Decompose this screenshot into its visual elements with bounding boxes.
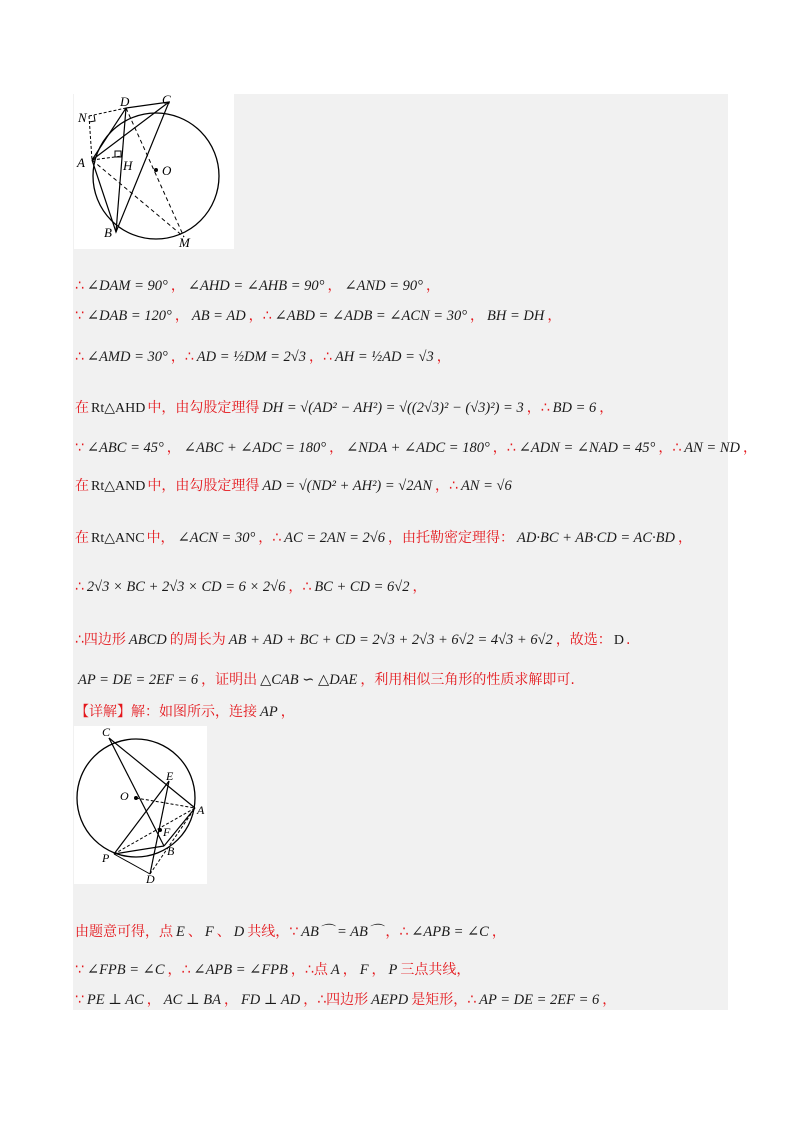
- solution-text: ，: [436, 349, 451, 365]
- solution-text: .: [625, 632, 631, 648]
- solution-text: ，由托勒密定理得：: [388, 530, 515, 546]
- math-expression: AC ⊥ BA: [163, 992, 221, 1008]
- solution-text: 在: [75, 530, 89, 546]
- label-c: C: [162, 94, 171, 107]
- math-expression: ∠APB = ∠FPB: [193, 962, 288, 978]
- solution-text: ，: [166, 440, 181, 456]
- solution-text: ，: [329, 440, 344, 456]
- math-expression: AB = AD: [191, 308, 246, 324]
- solution-text: ，: [602, 992, 617, 1008]
- solution-text: 中，由勾股定理得: [147, 478, 260, 494]
- label-c-2: C: [102, 726, 111, 739]
- math-expression: AEPD: [371, 992, 409, 1008]
- solution-text: ，证明出: [201, 672, 258, 688]
- solution-line-3: [75, 347, 451, 367]
- solution-text: ，: [425, 278, 440, 294]
- solution-line-8: [75, 577, 427, 597]
- solution-line-10: [75, 670, 575, 690]
- math-expression: F: [359, 962, 369, 978]
- math-expression: D: [613, 633, 624, 648]
- math-expression: P: [388, 962, 398, 978]
- solution-text: ∵: [75, 992, 84, 1008]
- solution-text: ∴: [75, 579, 84, 595]
- solution-line-6: [75, 476, 515, 497]
- math-expression: BD = 6: [552, 400, 597, 416]
- math-expression: ∠NDA + ∠ADC = 180°: [346, 440, 490, 456]
- solution-line-14: [75, 990, 616, 1010]
- solution-line-11: [75, 702, 295, 722]
- label-b: B: [104, 225, 112, 240]
- math-expression: ∠FPB = ∠C: [86, 962, 165, 978]
- solution-text: ，∴: [385, 924, 409, 940]
- solution-text: 【详解】解：如图所示，连接: [75, 704, 257, 720]
- label-d-2: D: [146, 872, 155, 884]
- label-m: M: [179, 235, 190, 249]
- solution-text: ，: [280, 704, 295, 720]
- math-expression: E: [176, 924, 185, 940]
- solution-text: 中，由勾股定理得: [147, 400, 260, 416]
- solution-text: 在: [75, 478, 89, 494]
- math-expression: AN = √6: [460, 478, 512, 494]
- math-expression: PE ⊥ AC: [86, 992, 144, 1008]
- label-b-2: B: [167, 844, 175, 858]
- solution-text: ，: [170, 278, 185, 294]
- solution-text: ，∴四边形: [303, 992, 369, 1008]
- solution-text: ，: [371, 962, 386, 978]
- solution-line-7: [75, 528, 692, 549]
- solution-text: 中，: [146, 530, 175, 546]
- math-expression: AD = ½DM = 2√3: [196, 349, 307, 365]
- solution-text: ，: [174, 308, 189, 324]
- solution-text: 的周长为: [169, 632, 226, 648]
- solution-text: 、: [216, 924, 231, 940]
- solution-text: ，∴: [248, 308, 272, 324]
- solution-text: ∵: [75, 440, 84, 456]
- solution-text: ，: [412, 579, 427, 595]
- math-expression: A: [330, 962, 340, 978]
- math-expression: △CAB ∽ △DAE: [260, 672, 358, 688]
- solution-text: ，∴点: [290, 962, 328, 978]
- math-expression: ∠ABD = ∠ADB = ∠ACN = 30°: [274, 308, 468, 324]
- label-o: O: [162, 163, 172, 178]
- label-o-2: O: [120, 789, 129, 803]
- solution-text: 是矩形，∴: [411, 992, 477, 1008]
- math-expression: ∠ACN = 30°: [177, 530, 256, 546]
- solution-line-2: [75, 306, 561, 326]
- solution-text: 共线，∵: [247, 924, 299, 940]
- math-expression: AB⌒ = AB⌒: [301, 924, 383, 940]
- solution-text: ∴四边形: [75, 632, 126, 648]
- solution-text: ∵: [75, 308, 84, 324]
- solution-line-4: [75, 398, 613, 419]
- solution-line-1: [75, 276, 440, 296]
- math-expression: ∠ABC = 45°: [86, 440, 164, 456]
- math-expression: FD ⊥ AD: [240, 992, 301, 1008]
- solution-text: ，∴: [526, 400, 550, 416]
- math-expression: AN = ND: [684, 440, 740, 456]
- geometry-figure-2: [74, 726, 207, 884]
- math-expression: BC + CD = 6√2: [314, 579, 410, 595]
- solution-text: ，∴: [658, 440, 682, 456]
- solution-line-5: [75, 438, 757, 458]
- math-expression: ∠AHD = ∠AHB = 90°: [187, 278, 325, 294]
- math-expression: ∠AMD = 30°: [86, 349, 168, 365]
- solution-text: ，: [599, 400, 614, 416]
- math-expression: F: [204, 924, 214, 940]
- solution-text: ∴: [75, 278, 84, 294]
- label-p-2: P: [102, 851, 110, 865]
- solution-text: ，∴: [258, 530, 282, 546]
- math-expression: Rt△AHD: [91, 401, 146, 416]
- solution-text: ，∴: [167, 962, 191, 978]
- math-expression: ∠ADN = ∠NAD = 45°: [518, 440, 656, 456]
- math-expression: ∠ABC + ∠ADC = 180°: [183, 440, 327, 456]
- solution-text: ，: [146, 992, 161, 1008]
- solution-text: ，∴: [288, 579, 312, 595]
- solution-text: ，: [470, 308, 485, 324]
- solution-text: 在: [75, 400, 89, 416]
- label-e-2: E: [166, 769, 174, 783]
- solution-text: 、: [187, 924, 202, 940]
- solution-text: 由题意可得，点: [75, 924, 173, 940]
- math-expression: AD = √(ND² + AH²) = √2AN: [262, 478, 433, 494]
- math-expression: AP = DE = 2EF = 6: [78, 672, 199, 688]
- math-expression: AC = 2AN = 2√6: [284, 530, 386, 546]
- label-h: H: [123, 158, 133, 173]
- solution-text: ，: [491, 924, 506, 940]
- solution-text: ，: [547, 308, 562, 324]
- math-expression: DH = √(AD² − AH²) = √((2√3)² − (√3)²) = 3: [262, 400, 524, 416]
- solution-line-9: [75, 630, 630, 651]
- label-d: D: [120, 94, 130, 109]
- label-a-2: A: [197, 803, 205, 817]
- solution-text: ∴: [75, 349, 84, 365]
- solution-text: ，: [342, 962, 357, 978]
- solution-text: ，故选：: [555, 632, 612, 648]
- solution-text: ∵: [75, 962, 84, 978]
- solution-text: ，: [678, 530, 693, 546]
- solution-text: ，∴: [170, 349, 194, 365]
- math-expression: Rt△ANC: [91, 531, 145, 546]
- math-expression: AH = ½AD = √3: [334, 349, 434, 365]
- math-expression: AB + AD + BC + CD = 2√3 + 2√3 + 6√2 = 4√3 + 6√2: [228, 632, 553, 648]
- label-f-2: F: [163, 825, 171, 839]
- solution-text: ，∴: [492, 440, 516, 456]
- geometry-figure-1: [74, 94, 234, 249]
- math-expression: D: [233, 924, 245, 940]
- label-a: A: [77, 155, 85, 170]
- solution-text: ，∴: [309, 349, 332, 365]
- math-expression: ABCD: [128, 632, 167, 648]
- solution-text: ，: [223, 992, 238, 1008]
- solution-text: 三点共线，: [400, 962, 471, 978]
- math-expression: AP = DE = 2EF = 6: [479, 992, 600, 1008]
- math-expression: Rt△AND: [91, 479, 146, 494]
- math-expression: AD·BC + AB·CD = AC·BD: [517, 530, 676, 546]
- math-expression: ∠APB = ∠C: [411, 924, 489, 940]
- math-expression: ∠AND = 90°: [344, 278, 423, 294]
- solution-line-12: [75, 922, 506, 942]
- math-expression: ∠DAM = 90°: [86, 278, 168, 294]
- solution-text: ，∴: [435, 478, 458, 494]
- solution-text: ，利用相似三角形的性质求解即可.: [360, 672, 575, 688]
- label-n: N: [78, 110, 87, 125]
- math-expression: 2√3 × BC + 2√3 × CD = 6 × 2√6: [86, 579, 286, 595]
- math-expression: AP: [260, 704, 278, 720]
- math-expression: BH = DH: [487, 308, 545, 324]
- math-expression: ∠DAB = 120°: [86, 308, 172, 324]
- solution-line-13: [75, 960, 470, 980]
- solution-text: ，: [743, 440, 757, 456]
- solution-text: ，: [327, 278, 342, 294]
